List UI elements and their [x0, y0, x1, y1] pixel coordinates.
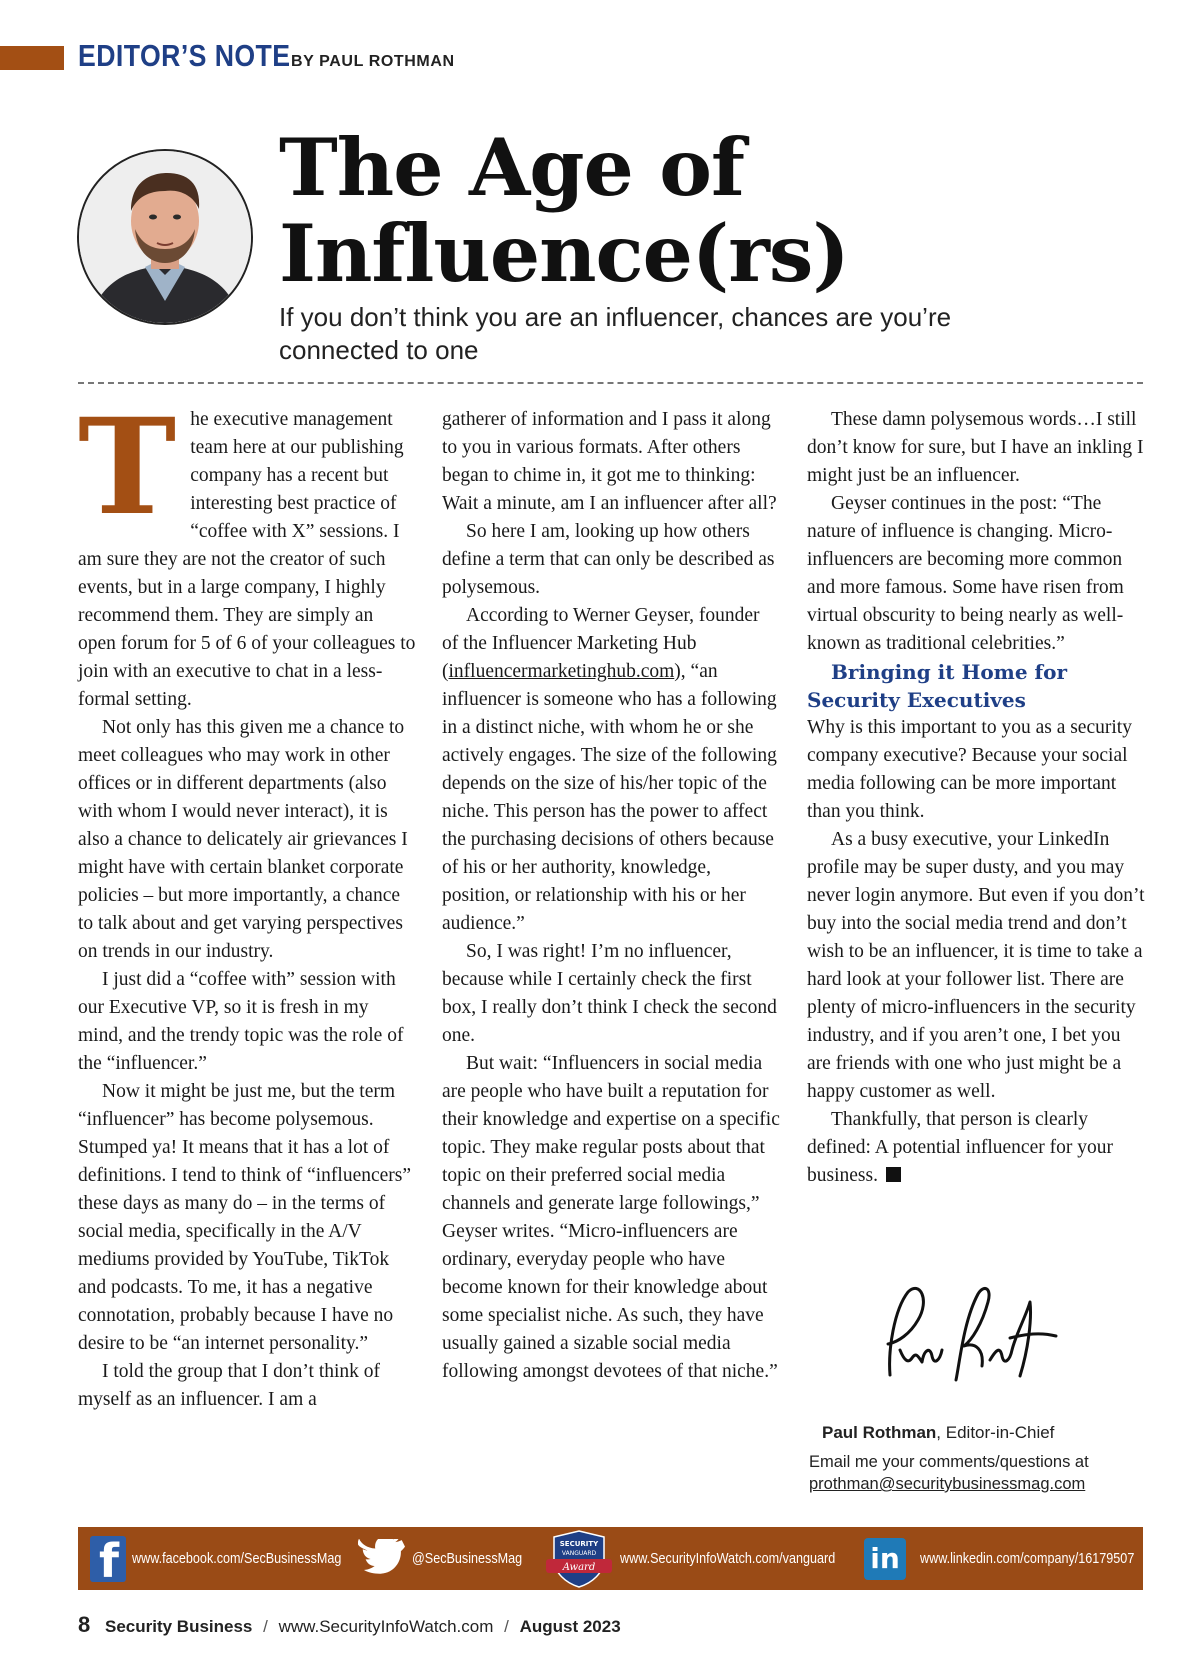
page-number: 8 [78, 1612, 91, 1637]
paragraph: So, I was right! I’m no influencer, because while I certainly check the first box, I really don’t think I check the second one. [442, 941, 777, 1046]
page-footer [78, 1612, 621, 1638]
vanguard-badge-mid: VANGUARD [561, 1549, 597, 1557]
vanguard-url[interactable]: www.SecurityInfoWatch.com/vanguard [620, 1550, 836, 1567]
text-run: According to Werner Geyser, founder of the Influencer Marketing Hub ( [442, 605, 760, 682]
header-accent-bar [0, 46, 64, 70]
byline: BY PAUL ROTHMAN [291, 53, 455, 70]
twitter-handle[interactable]: @SecBusinessMag [412, 1550, 523, 1567]
facebook-item[interactable] [90, 1527, 381, 1590]
email-prompt: Email me your comments/questions at [809, 1453, 1089, 1471]
text-run: ), “an influencer is someone who has a following in a distinct niche, with whom he or she actively engages. The size of the following depends on the size of his/her topic of the niche. This person has the power to affect the purchasing decisions of others because of his or her authority, knowledge, position, or relationship with his or her audience.” [442, 661, 777, 934]
linkedin-item[interactable] [864, 1527, 1175, 1590]
separator: / [504, 1617, 509, 1636]
magazine-name: Security Business [104, 1617, 253, 1636]
paragraph [807, 1106, 1145, 1190]
paragraph: But wait: “Influencers in social media are people who have built a reputation for their knowledge and expertise on a specific topic. They make regular posts about that topic on their preferred social media channels and generate large followings,” Geyser writes. “Micro-influencers are ordinary, everyday people who have become known for their knowledge about some specialist niche. As such, they have usually gained a sizable social media following amongst devotees of that niche.” [442, 1053, 780, 1382]
title-line-1: The Age of [279, 121, 744, 214]
paragraph: I told the group that I don’t think of myself as an influencer. I am a [78, 1361, 381, 1410]
article-column-2 [442, 406, 780, 1386]
vanguard-badge-bottom: Award [562, 1561, 596, 1573]
drop-cap: T [78, 390, 177, 545]
paragraph: Geyser continues in the post: “The nature of influence is changing. Micro-influencers are becoming more common and more famous. Some have risen from virtual obscurity to being nearly as well-known as traditional celebrities.” [807, 493, 1124, 654]
vanguard-badge-top: SECURITY [559, 1539, 599, 1548]
facebook-icon: f [90, 1536, 126, 1582]
linkedin-icon: in [864, 1538, 906, 1580]
editor-name: Paul Rothman [822, 1423, 937, 1442]
paragraph: I just did a “coffee with” session with our Executive VP, so it is fresh in my mind, and the trendy topic was the role of the “influencer.” [78, 969, 404, 1074]
vanguard-award-icon [544, 1529, 614, 1589]
issue-date: August 2023 [519, 1617, 621, 1636]
separator: / [263, 1617, 268, 1636]
paragraph: he executive management team here at our publishing company has a recent but interesting best practice of “coffee with X” sessions. I am sure they are not the creator of such events, but in a large company, I highly recommend them. They are simply an open forum for 5 of 6 of your colleagues to join with an executive to chat in a less-formal setting. [78, 409, 416, 710]
email-contact [809, 1451, 1089, 1495]
twitter-icon [358, 1539, 406, 1579]
author-portrait [77, 149, 253, 325]
vanguard-item[interactable] [544, 1527, 876, 1590]
paragraph: gatherer of information and I pass it along to you in various formats. After others began to chime in, it got me to thinking: Wait a minute, am I an influencer after all? [442, 409, 777, 514]
title-line-2: Influence(rs) [279, 207, 849, 300]
editor-credit [822, 1423, 1054, 1443]
influencer-hub-link[interactable]: influencermarketinghub.com [448, 661, 675, 682]
paragraph: Why is this important to you as a security company executive? Because your social media following can be more important than you think. [807, 717, 1132, 822]
article-column-1 [78, 390, 416, 1414]
social-media-bar [78, 1527, 1143, 1590]
article-column-3 [807, 406, 1145, 1190]
facebook-url[interactable]: www.facebook.com/SecBusinessMag [132, 1550, 342, 1567]
paragraph: These damn polysemous words…I still don’t know for sure, but I have an inkling I might just be an influencer. [807, 409, 1144, 486]
twitter-item[interactable] [358, 1527, 543, 1590]
subsection-heading: Bringing it Home for Security Executives [807, 660, 1068, 712]
handwritten-signature [860, 1280, 1080, 1390]
end-mark-icon [886, 1167, 901, 1182]
paragraph: As a busy executive, your LinkedIn profile may be super dusty, and you may never login anymore. But even if you don’t buy into the social media trend and don’t wish to be an influencer, it is time to take a hard look at your follower list. There are plenty of micro-influencers in the security industry, and if you aren’t one, I bet you are friends with one who just might be a happy customer as well. [807, 829, 1145, 1102]
email-link[interactable]: prothman@securitybusinessmag.com [809, 1475, 1086, 1493]
linkedin-url[interactable]: www.linkedin.com/company/16179507 [920, 1550, 1135, 1567]
paragraph: Now it might be just me, but the term “influencer” has become polysemous. Stumped ya! It means that it has a lot of definitions. I tend to think of “influencers” these days as many do – in the terms of social media, specifically in the A/V mediums provided by YouTube, TikTok and podcasts. To me, it has a negative connotation, probably because I have no desire to be “an internet personality.” [78, 1081, 412, 1354]
article-subtitle: If you don’t think you are an influencer, chances are you’re connected to one [279, 302, 952, 365]
text-run: Thankfully, that person is clearly defined: A potential influencer for your business. [807, 1109, 1113, 1186]
article-title [279, 121, 1079, 300]
website-url: www.SecurityInfoWatch.com [278, 1617, 494, 1636]
dashed-divider [78, 382, 1143, 384]
paragraph: So here I am, looking up how others define a term that can only be described as polysemous. [442, 521, 775, 598]
section-label: EDITOR’S NOTE [78, 38, 291, 73]
paragraph: Not only has this given me a chance to meet colleagues who may work in other offices or in different departments (also with whom I would never interact), it is also a chance to delicately air grievances I might have with certain blanket corporate policies – but more importantly, a chance to talk about and get varying perspectives on trends in our industry. [78, 717, 408, 962]
editor-role: , Editor-in-Chief [936, 1423, 1055, 1442]
paragraph [442, 602, 780, 938]
